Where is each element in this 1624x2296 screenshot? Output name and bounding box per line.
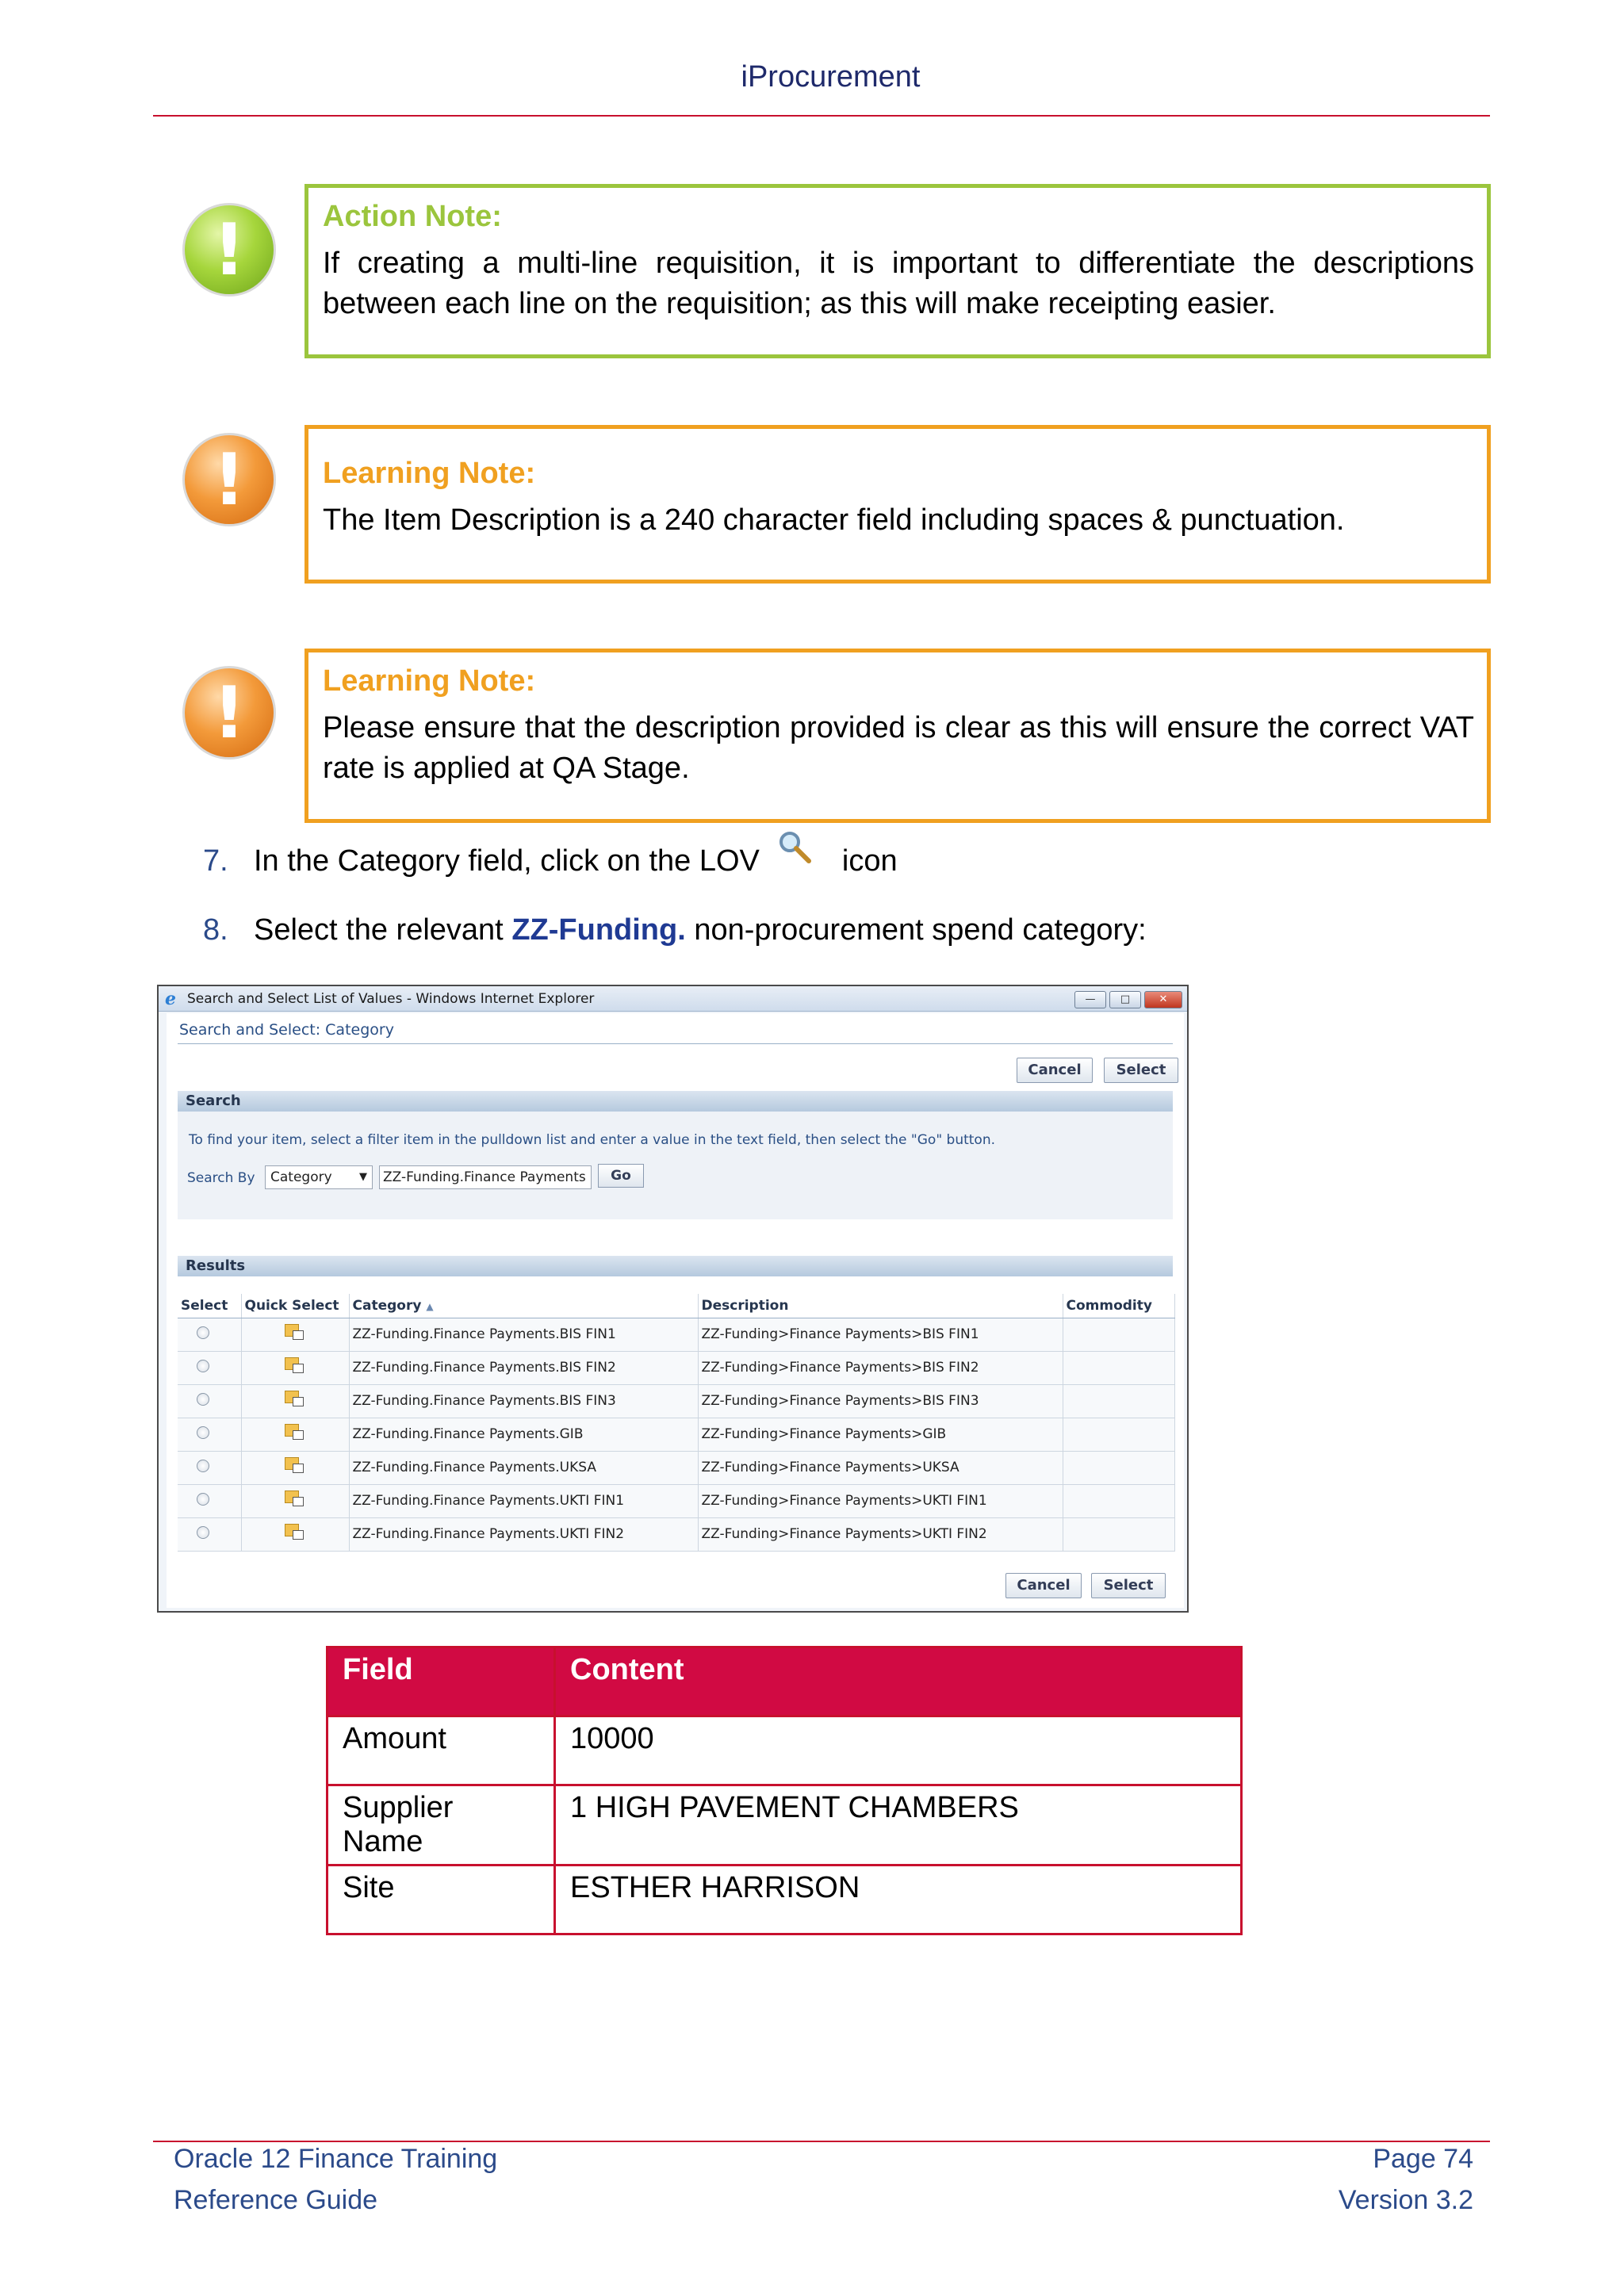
quick-select-icon[interactable] bbox=[285, 1391, 305, 1408]
table-row[interactable] bbox=[178, 1451, 1175, 1484]
commodity-cell bbox=[1063, 1318, 1175, 1351]
quick-select-cell bbox=[241, 1418, 349, 1451]
commodity-cell bbox=[1063, 1351, 1175, 1384]
select-radio[interactable] bbox=[197, 1493, 209, 1506]
page-header-title: iProcurement bbox=[741, 60, 921, 94]
select-button[interactable]: Select bbox=[1104, 1058, 1178, 1083]
action-note-box bbox=[304, 184, 1491, 358]
description-cell: ZZ-Funding>Finance Payments>BIS FIN1 bbox=[698, 1318, 1063, 1351]
commodity-cell bbox=[1063, 1451, 1175, 1484]
ie-icon: e bbox=[165, 988, 176, 1009]
select-radio-cell bbox=[178, 1517, 241, 1551]
step-text: non-procurement spend category: bbox=[685, 913, 1147, 947]
sort-ascending-icon: ▲ bbox=[426, 1300, 434, 1312]
page-heading: Search and Select: Category bbox=[179, 1021, 394, 1039]
search-input[interactable]: ZZ-Funding.Finance Payments bbox=[379, 1165, 592, 1189]
step-number: 7. bbox=[203, 844, 228, 878]
results-header-row bbox=[178, 1294, 1175, 1318]
search-section-header: Search bbox=[178, 1091, 1173, 1112]
step-text: Select the relevant bbox=[254, 913, 512, 947]
column-header-label: Category bbox=[352, 1297, 422, 1314]
description-cell: ZZ-Funding>Finance Payments>BIS FIN2 bbox=[698, 1351, 1063, 1384]
column-header-category[interactable] bbox=[349, 1294, 698, 1318]
table-cell: Supplier Name bbox=[327, 1785, 555, 1866]
category-cell: ZZ-Funding.Finance Payments.BIS FIN1 bbox=[349, 1318, 698, 1351]
footer-page-number: Page 74 bbox=[1373, 2144, 1473, 2174]
quick-select-cell bbox=[241, 1484, 349, 1517]
window-title: Search and Select List of Values - Windows Internet Explorer bbox=[187, 990, 595, 1007]
step-number: 8. bbox=[203, 913, 228, 947]
column-header: Quick Select bbox=[241, 1294, 349, 1318]
note-text: If creating a multi-line requisition, it is important to differentiate the descriptions between each line on the requisition; as this will make receipting easier. bbox=[323, 247, 1474, 320]
chevron-down-icon: ▼ bbox=[359, 1171, 367, 1183]
step-text: icon bbox=[841, 844, 898, 878]
category-cell: ZZ-Funding.Finance Payments.GIB bbox=[349, 1418, 698, 1451]
lov-window bbox=[157, 985, 1189, 1613]
minimize-button[interactable]: — bbox=[1074, 991, 1106, 1008]
description-cell: ZZ-Funding>Finance Payments>UKSA bbox=[698, 1451, 1063, 1484]
column-header: Description bbox=[698, 1294, 1063, 1318]
cancel-button[interactable]: Cancel bbox=[1005, 1573, 1082, 1598]
column-header: Content bbox=[555, 1647, 1242, 1716]
table-cell: Amount bbox=[327, 1716, 555, 1785]
column-header: Commodity bbox=[1063, 1294, 1175, 1318]
note-title: Learning Note: bbox=[323, 664, 536, 698]
quick-select-cell bbox=[241, 1351, 349, 1384]
header-divider bbox=[153, 115, 1490, 117]
commodity-cell bbox=[1063, 1418, 1175, 1451]
maximize-button[interactable]: □ bbox=[1109, 991, 1141, 1008]
table-row bbox=[327, 1716, 1242, 1785]
note-text: The Item Description is a 240 character field including spaces & punctuation. bbox=[323, 503, 1345, 537]
step-7 bbox=[203, 844, 898, 878]
note-text: Please ensure that the description provided is clear as this will ensure the correct VAT rate is applied at QA Stage. bbox=[323, 711, 1474, 785]
select-radio-cell bbox=[178, 1318, 241, 1351]
select-radio-cell bbox=[178, 1351, 241, 1384]
learning-note-box bbox=[304, 425, 1491, 584]
table-cell: 1 HIGH PAVEMENT CHAMBERS bbox=[555, 1785, 1242, 1866]
learning-note-box bbox=[304, 649, 1491, 823]
category-cell: ZZ-Funding.Finance Payments.UKSA bbox=[349, 1451, 698, 1484]
description-cell: ZZ-Funding>Finance Payments>UKTI FIN1 bbox=[698, 1484, 1063, 1517]
exclamation-icon: ! bbox=[179, 663, 279, 763]
table-row[interactable] bbox=[178, 1517, 1175, 1551]
commodity-cell bbox=[1063, 1384, 1175, 1418]
select-button[interactable]: Select bbox=[1091, 1573, 1166, 1598]
table-row[interactable] bbox=[178, 1318, 1175, 1351]
footer-version: Version 3.2 bbox=[1338, 2185, 1473, 2215]
search-area bbox=[178, 1112, 1173, 1219]
select-radio[interactable] bbox=[197, 1393, 209, 1406]
step-8 bbox=[203, 913, 1147, 947]
table-row[interactable] bbox=[178, 1351, 1175, 1384]
table-row[interactable] bbox=[178, 1384, 1175, 1418]
table-header-row bbox=[327, 1647, 1242, 1716]
field-content-table bbox=[326, 1646, 1243, 1935]
quick-select-icon[interactable] bbox=[285, 1424, 305, 1441]
table-row bbox=[327, 1785, 1242, 1866]
table-cell: 10000 bbox=[555, 1716, 1242, 1785]
select-radio[interactable] bbox=[197, 1526, 209, 1539]
note-title: Learning Note: bbox=[323, 457, 536, 490]
table-cell: ESTHER HARRISON bbox=[555, 1866, 1242, 1934]
quick-select-cell bbox=[241, 1517, 349, 1551]
select-radio[interactable] bbox=[197, 1460, 209, 1472]
column-header: Field bbox=[327, 1647, 555, 1716]
search-by-value: Category bbox=[270, 1169, 332, 1185]
close-button[interactable]: ✕ bbox=[1144, 991, 1182, 1008]
search-by-label: Search By bbox=[187, 1170, 255, 1186]
select-radio-cell bbox=[178, 1484, 241, 1517]
quick-select-cell bbox=[241, 1451, 349, 1484]
select-radio[interactable] bbox=[197, 1326, 209, 1339]
table-row[interactable] bbox=[178, 1418, 1175, 1451]
footer-course: Oracle 12 Finance Training bbox=[174, 2144, 498, 2174]
category-cell: ZZ-Funding.Finance Payments.UKTI FIN2 bbox=[349, 1517, 698, 1551]
quick-select-icon[interactable] bbox=[285, 1324, 305, 1341]
category-cell: ZZ-Funding.Finance Payments.UKTI FIN1 bbox=[349, 1484, 698, 1517]
note-title: Action Note: bbox=[323, 200, 502, 233]
search-hint: To find your item, select a filter item in the pulldown list and enter a value in the text field, then select the "Go" button. bbox=[189, 1132, 996, 1148]
category-cell: ZZ-Funding.Finance Payments.BIS FIN2 bbox=[349, 1351, 698, 1384]
exclamation-icon: ! bbox=[179, 430, 279, 530]
window-titlebar bbox=[159, 986, 1187, 1012]
cancel-button[interactable]: Cancel bbox=[1017, 1058, 1093, 1083]
exclamation-icon: ! bbox=[179, 200, 279, 300]
select-radio[interactable] bbox=[197, 1360, 209, 1372]
step-strong-text: ZZ-Funding. bbox=[511, 913, 686, 947]
commodity-cell bbox=[1063, 1484, 1175, 1517]
results-section-header: Results bbox=[178, 1256, 1173, 1276]
description-cell: ZZ-Funding>Finance Payments>GIB bbox=[698, 1418, 1063, 1451]
category-cell: ZZ-Funding.Finance Payments.BIS FIN3 bbox=[349, 1384, 698, 1418]
step-text: In the Category field, click on the LOV bbox=[254, 844, 760, 878]
window-body bbox=[167, 1013, 1184, 1608]
description-cell: ZZ-Funding>Finance Payments>BIS FIN3 bbox=[698, 1384, 1063, 1418]
results-table bbox=[178, 1294, 1175, 1552]
footer-doc-type: Reference Guide bbox=[174, 2185, 378, 2215]
quick-select-icon[interactable] bbox=[285, 1524, 305, 1541]
table-row[interactable] bbox=[178, 1484, 1175, 1517]
commodity-cell bbox=[1063, 1517, 1175, 1551]
column-header: Select bbox=[178, 1294, 241, 1318]
quick-select-cell bbox=[241, 1384, 349, 1418]
quick-select-icon[interactable] bbox=[285, 1490, 305, 1508]
table-row bbox=[327, 1866, 1242, 1934]
magnifier-icon bbox=[777, 829, 812, 864]
quick-select-icon[interactable] bbox=[285, 1457, 305, 1475]
table-cell: Site bbox=[327, 1866, 555, 1934]
go-button[interactable]: Go bbox=[598, 1164, 644, 1188]
select-radio-cell bbox=[178, 1384, 241, 1418]
select-radio[interactable] bbox=[197, 1426, 209, 1439]
search-by-select[interactable] bbox=[265, 1165, 373, 1189]
description-cell: ZZ-Funding>Finance Payments>UKTI FIN2 bbox=[698, 1517, 1063, 1551]
heading-divider bbox=[178, 1043, 1173, 1044]
select-radio-cell bbox=[178, 1451, 241, 1484]
select-radio-cell bbox=[178, 1418, 241, 1451]
quick-select-cell bbox=[241, 1318, 349, 1351]
quick-select-icon[interactable] bbox=[285, 1357, 305, 1375]
